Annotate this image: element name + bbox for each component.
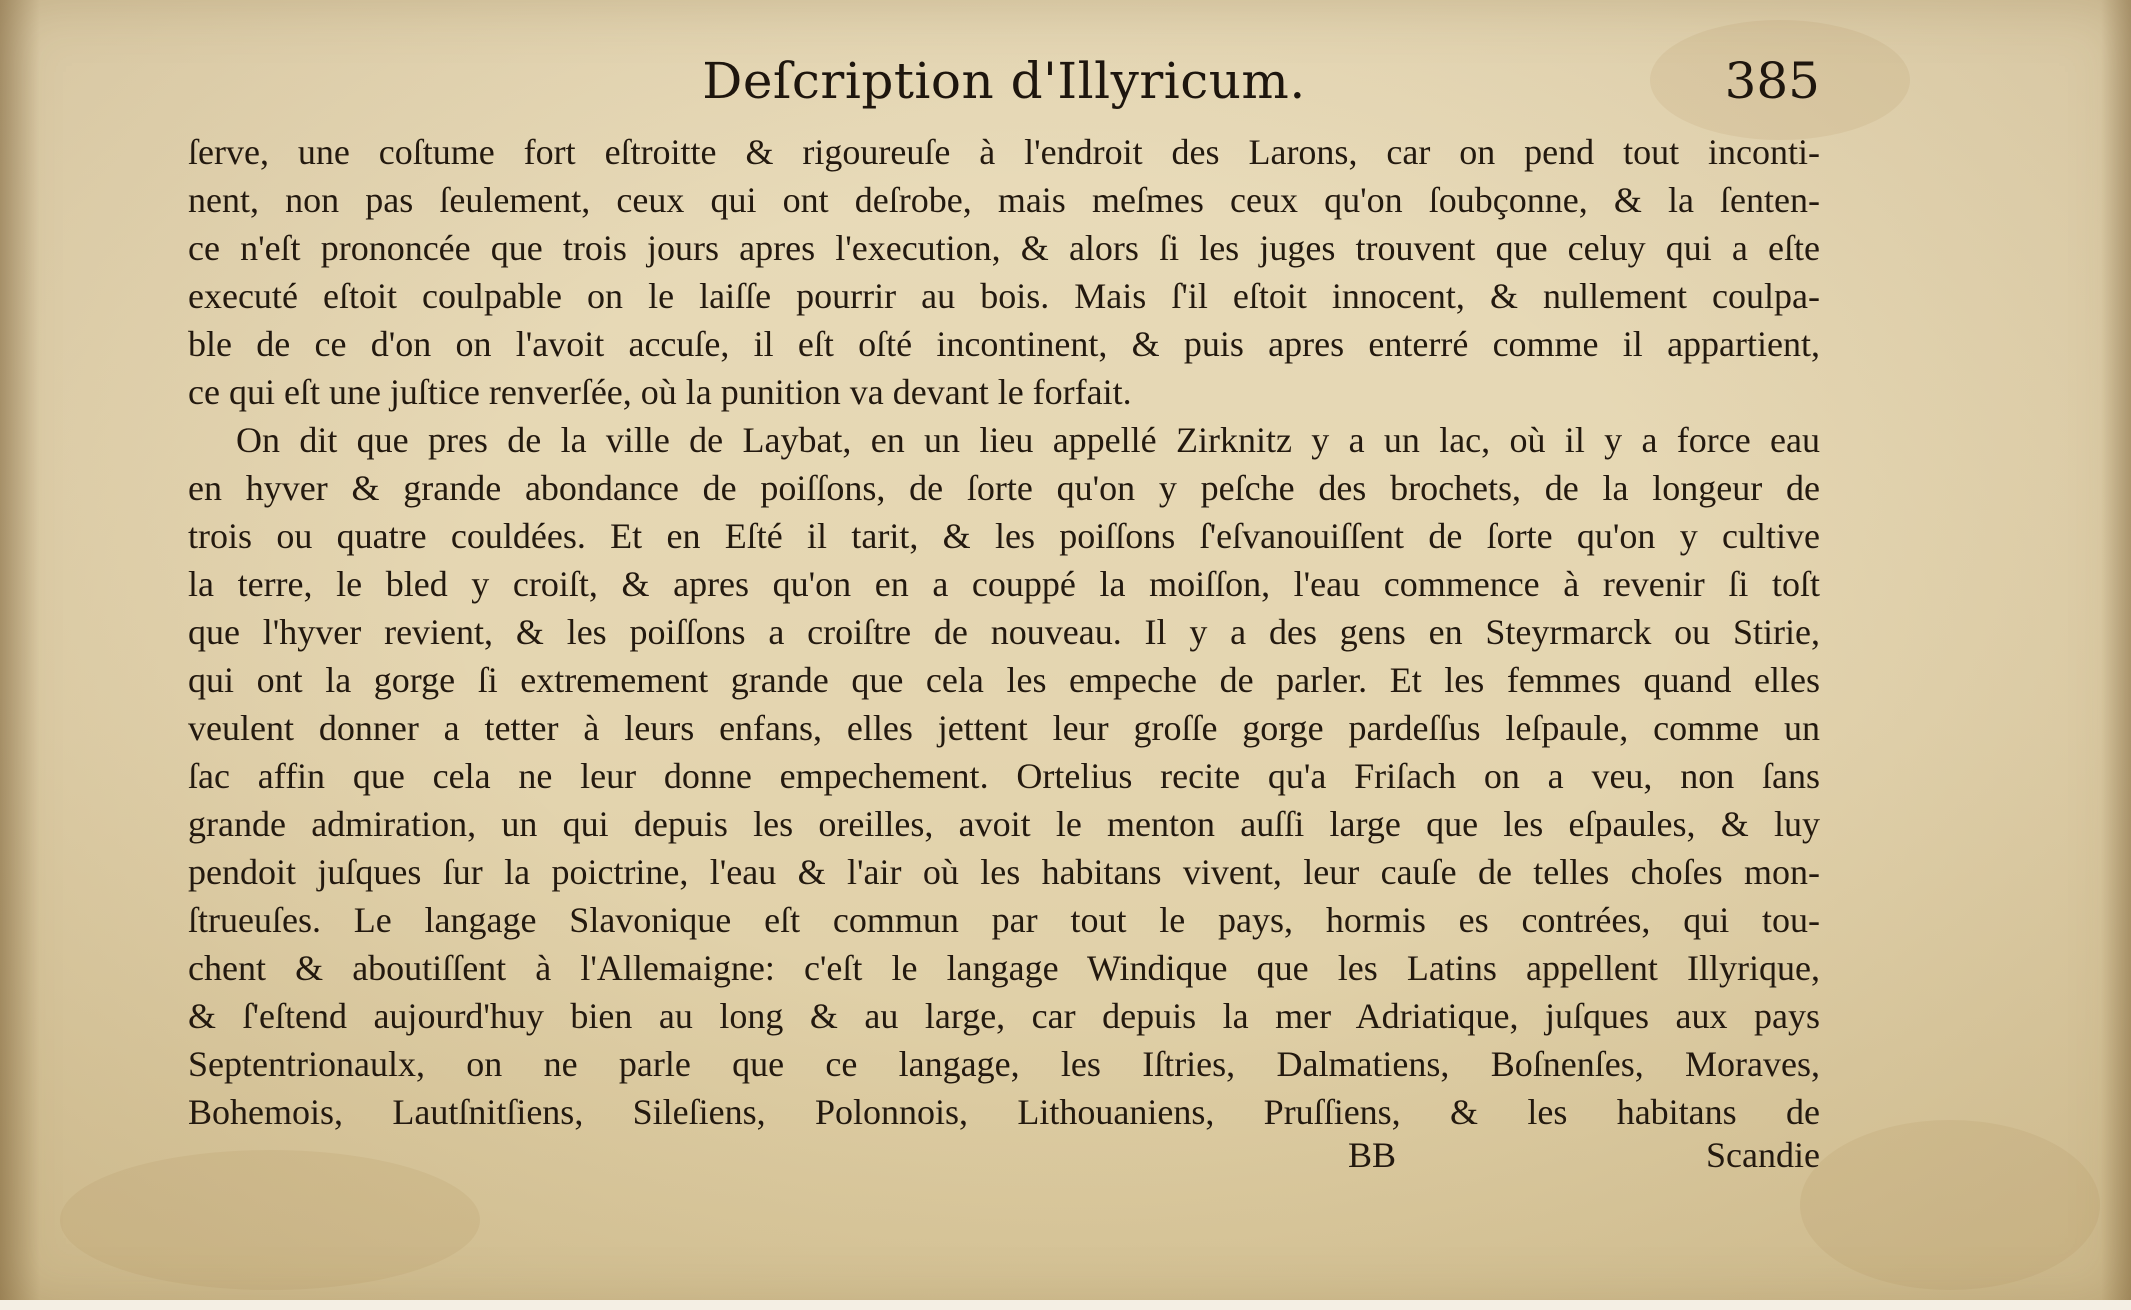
text-line: & ſ'eſtend aujourd'huy bien au long & au large, car depuis la mer Adriatique, juſques aux pays <box>188 996 1820 1036</box>
signature-mark: BB <box>1348 1135 1397 1175</box>
text-line: ble de ce d'on on l'avoit accuſe, il eſt oſté incontinent, & puis apres enterré comme il appartient, <box>188 324 1820 364</box>
text-line: Septentrionaulx, on ne parle que ce langage, les Iſtries, Dalmatiens, Boſnenſes, Moraves, <box>188 1044 1820 1084</box>
text-line: la terre, le bled y croiſt, & apres qu'on en a couppé la moiſſon, l'eau commence à revenir ſi toſt <box>188 564 1820 604</box>
text-line: pendoit juſques ſur la poictrine, l'eau & l'air où les habitans vivent, leur cauſe de telles choſes mon- <box>188 852 1820 892</box>
text-line: trois ou quatre couldées. Et en Eſté il tarit, & les poiſſons ſ'eſvanouiſſent de ſorte qu'on y cultive <box>188 516 1820 556</box>
text-line: ce qui eſt une juſtice renverſée, où la punition va devant le forfait. <box>188 372 1132 412</box>
text-line: ſac affin que cela ne leur donne empechement. Ortelius recite qu'a Friſach on a veu, non ſans <box>188 756 1820 796</box>
paper-stain <box>1800 1120 2100 1290</box>
body-text <box>188 128 1820 1136</box>
text-line: executé eſtoit coulpable on le laiſſe pourrir au bois. Mais ſ'il eſtoit innocent, & nullement coulpa- <box>188 276 1820 316</box>
text-line: que l'hyver revient, & les poiſſons a croiſtre de nouveau. Il y a des gens en Steyrmarck ou Stirie, <box>188 612 1820 652</box>
text-line: ſerve, une coſtume fort eſtroitte & rigoureuſe à l'endroit des Larons, car on pend tout inconti- <box>188 132 1820 172</box>
page-footer <box>188 1134 1820 1186</box>
running-title: Deſcription d'Illyricum. <box>702 52 1306 110</box>
page-number: 385 <box>1724 52 1820 110</box>
page-header <box>188 52 1820 122</box>
text-line: ſtrueuſes. Le langage Slavonique eſt commun par tout le pays, hormis es contrées, qui tou- <box>188 900 1820 940</box>
text-line: veulent donner a tetter à leurs enfans, elles jettent leur groſſe gorge pardeſſus leſpaule, comme un <box>188 708 1820 748</box>
page-edge-shadow <box>0 0 40 1310</box>
page-bottom-edge <box>0 1300 2131 1310</box>
text-line: Bohemois, Lautſnitſiens, Sileſiens, Polonnois, Lithouaniens, Pruſſiens, & les habitans de <box>188 1092 1820 1132</box>
text-line: ce n'eſt prononcée que trois jours apres l'execution, & alors ſi les juges trouvent que celuy qui a eſte <box>188 228 1820 268</box>
catchword: Scandie <box>1706 1135 1820 1175</box>
text-line: nent, non pas ſeulement, ceux qui ont deſrobe, mais meſmes ceux qu'on ſoubçonne, & la ſenten- <box>188 180 1820 220</box>
paragraph-start-line: On dit que pres de la ville de Laybat, en un lieu appellé Zirknitz y a un lac, où il y a force eau <box>236 420 1820 460</box>
page-edge-shadow <box>2101 0 2131 1310</box>
text-line: qui ont la gorge ſi extremement grande que cela les empeche de parler. Et les femmes quand elles <box>188 660 1820 700</box>
text-line: chent & aboutiſſent à l'Allemaigne: c'eſt le langage Windique que les Latins appellent Illyrique, <box>188 948 1820 988</box>
text-line: grande admiration, un qui depuis les oreilles, avoit le menton auſſi large que les eſpaules, & luy <box>188 804 1820 844</box>
text-line: en hyver & grande abondance de poiſſons, de ſorte qu'on y peſche des brochets, de la longeur de <box>188 468 1820 508</box>
